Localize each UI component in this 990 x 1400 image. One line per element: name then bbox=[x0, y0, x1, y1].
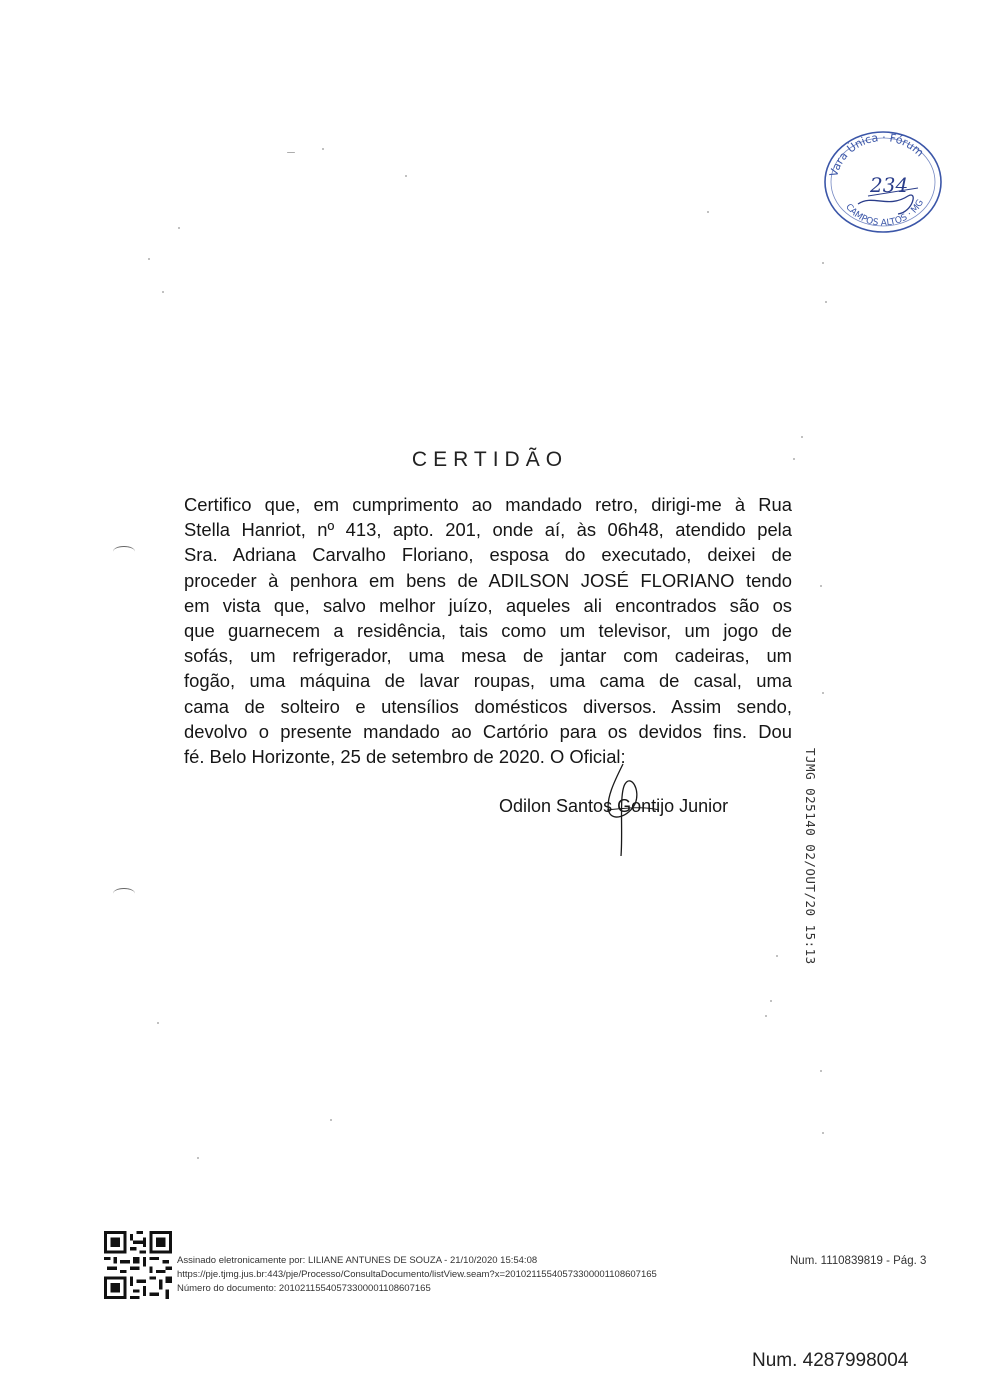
body-line: fé. Belo Horizonte, 25 de setembro de 2020. O Oficial: bbox=[184, 746, 626, 768]
page-reference: Num. 1110839819 - Pág. 3 bbox=[790, 1255, 927, 1267]
handwritten-signature bbox=[585, 760, 665, 860]
scan-speck bbox=[801, 436, 803, 438]
stamp-bottom-text: CAMPOS ALTOS · MG bbox=[843, 197, 927, 229]
scan-speck bbox=[825, 301, 827, 303]
body-line: devolvo o presente mandado ao Cartório para os devidos fins. Dou bbox=[184, 720, 792, 742]
body-line: cama de solteiro e utensílios domésticos diversos. Assim sendo, bbox=[184, 695, 792, 717]
scan-speck bbox=[287, 152, 295, 153]
body-line: Certifico que, em cumprimento ao mandado retro, dirigi-me à Rua bbox=[184, 494, 792, 515]
body-line: sofás, um refrigerador, uma mesa de jantar com cadeiras, um bbox=[184, 645, 792, 667]
margin-mark bbox=[113, 546, 135, 557]
scan-speck bbox=[822, 692, 824, 694]
signed-by-text: Assinado eletronicamente por: LILIANE ANTUNES DE SOUZA - 21/10/2020 15:54:08 bbox=[177, 1255, 538, 1266]
court-stamp-graphic bbox=[818, 124, 948, 234]
scan-speck bbox=[322, 148, 324, 150]
body-line: fogão, uma máquina de lavar roupas, uma cama de casal, uma bbox=[184, 670, 792, 692]
scan-speck bbox=[162, 291, 164, 293]
margin-mark bbox=[113, 888, 135, 899]
scan-speck bbox=[405, 175, 407, 177]
certificate-body bbox=[184, 492, 792, 769]
scan-speck bbox=[330, 1119, 332, 1121]
scan-speck bbox=[148, 258, 150, 260]
document-title: CERTIDÃO bbox=[411, 448, 569, 471]
qr-code-graphic bbox=[104, 1231, 172, 1299]
protocol-stamp bbox=[800, 748, 820, 968]
stamp-top-text: Vara Única · Fórum bbox=[827, 130, 927, 179]
qr-code bbox=[104, 1231, 172, 1299]
stamp-handwritten-number: 234 bbox=[870, 173, 909, 197]
scan-speck bbox=[820, 585, 822, 587]
electronic-signature-info bbox=[177, 1254, 657, 1296]
scan-speck bbox=[178, 227, 180, 229]
document-id: Num. 4287998004 bbox=[752, 1350, 909, 1371]
scan-speck bbox=[765, 1015, 767, 1017]
court-stamp bbox=[818, 124, 948, 234]
scan-speck bbox=[776, 955, 778, 957]
scan-speck bbox=[820, 1070, 822, 1072]
body-line: Sra. Adriana Carvalho Floriano, esposa do executado, deixei de bbox=[184, 544, 792, 566]
document-number-text: Número do documento: 20102115540573300001108607165 bbox=[177, 1283, 431, 1294]
body-line: proceder à penhora em bens de ADILSON JOSÉ FLORIANO tendo bbox=[184, 569, 792, 591]
protocol-stamp-text: TJMG 025140 02/OUT/20 15:13 bbox=[803, 748, 818, 965]
body-line: que guarnecem a residência, tais como um televisor, um jogo de bbox=[184, 620, 792, 642]
scan-speck bbox=[707, 211, 709, 213]
body-line: Stella Hanriot, nº 413, apto. 201, onde aí, às 06h48, atendido pela bbox=[184, 519, 792, 541]
scan-speck bbox=[157, 1022, 159, 1024]
signer-name: Odilon Santos Gontijo Junior bbox=[499, 796, 729, 816]
body-line: em vista que, salvo melhor juízo, aqueles ali encontrados são os bbox=[184, 594, 792, 616]
scan-speck bbox=[770, 1000, 772, 1002]
scan-speck bbox=[822, 1132, 824, 1134]
scan-speck bbox=[822, 262, 824, 264]
consult-url[interactable]: https://pje.tjmg.jus.br:443/pje/Processo/ConsultaDocumento/listView.seam?x=20102115540573300001108607165 bbox=[177, 1269, 657, 1280]
scan-speck bbox=[197, 1157, 199, 1159]
